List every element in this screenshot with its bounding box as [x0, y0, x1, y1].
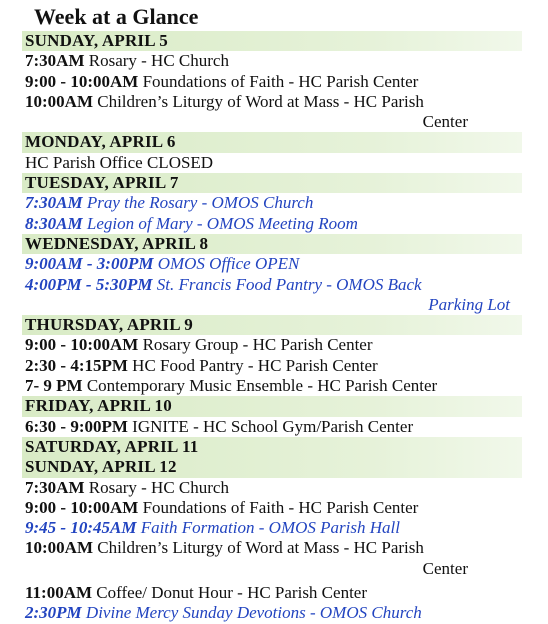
event-time: 2:30 - 4:15PM [25, 355, 128, 375]
event-text: Foundations of Faith - HC Parish Center [138, 497, 419, 517]
event-text: Faith Formation - OMOS Parish Hall [136, 518, 400, 538]
event-time: 7- 9 PM [25, 376, 83, 396]
event-row [22, 376, 522, 396]
event-row [22, 583, 522, 603]
event-time: 7:30AM [25, 51, 85, 71]
event-time: 9:00AM - 3:00PM [25, 254, 154, 274]
event-time: 7:30AM [25, 193, 83, 213]
event-row [22, 335, 522, 355]
event-row [22, 92, 522, 112]
event-continuation: Center [422, 558, 468, 578]
event-time: 2:30PM [25, 603, 82, 623]
event-text: Rosary - HC Church [84, 51, 229, 71]
event-time: 6:30 - 9:00PM [25, 416, 128, 436]
event-text: Coffee/ Donut Hour - HC Parish Center [92, 583, 367, 603]
day-header: SUNDAY, APRIL 12 [22, 457, 522, 477]
day-header: MONDAY, APRIL 6 [22, 132, 522, 152]
event-row [22, 153, 522, 173]
event-text: Divine Mercy Sunday Devotions - OMOS Church [81, 603, 422, 623]
day-header: WEDNESDAY, APRIL 8 [22, 234, 522, 254]
schedule-list [22, 31, 522, 624]
event-time: 9:00 - 10:00AM [25, 71, 139, 91]
event-row [22, 275, 522, 295]
day-header: THURSDAY, APRIL 9 [22, 315, 522, 335]
event-row [22, 417, 522, 437]
event-time: 9:45 - 10:45AM [25, 518, 137, 538]
event-text: OMOS Office OPEN [153, 254, 300, 274]
event-time: 8:30AM [25, 213, 83, 233]
event-time: 7:30AM [25, 477, 85, 497]
day-header: SATURDAY, APRIL 11 [22, 437, 522, 457]
event-row [22, 72, 522, 92]
event-row [22, 51, 522, 71]
event-continuation: Parking Lot [428, 294, 510, 314]
event-text: Foundations of Faith - HC Parish Center [138, 71, 419, 91]
day-header: TUESDAY, APRIL 7 [22, 173, 522, 193]
event-time: 11:00AM [25, 583, 93, 603]
event-row [22, 603, 522, 623]
event-time: 9:00 - 10:00AM [25, 335, 139, 355]
event-time: 10:00AM [25, 538, 93, 558]
event-text: IGNITE - HC School Gym/Parish Center [127, 416, 414, 436]
event-text: Pray the Rosary - OMOS Church [82, 193, 314, 213]
page-title: Week at a Glance [34, 4, 199, 29]
event-time: 10:00AM [25, 91, 93, 111]
event-row [22, 193, 522, 213]
event-text: St. Francis Food Pantry - OMOS Back [152, 274, 422, 294]
event-text: HC Food Pantry - HC Parish Center [127, 355, 378, 375]
event-row [22, 254, 522, 274]
event-text: Contemporary Music Ensemble - HC Parish Center [82, 376, 438, 396]
event-text: Children’s Liturgy of Word at Mass - HC Parish [92, 538, 424, 558]
event-row [22, 538, 522, 558]
event-text: Rosary Group - HC Parish Center [138, 335, 373, 355]
event-text: Children’s Liturgy of Word at Mass - HC Parish [92, 91, 424, 111]
event-text: Legion of Mary - OMOS Meeting Room [82, 213, 358, 233]
event-row [22, 518, 522, 538]
event-row [22, 478, 522, 498]
event-row [22, 356, 522, 376]
event-row [22, 498, 522, 518]
event-text: HC Parish Office CLOSED [25, 152, 214, 172]
event-text: Rosary - HC Church [84, 477, 229, 497]
day-header: SUNDAY, APRIL 5 [22, 31, 522, 51]
event-time: 4:00PM - 5:30PM [25, 274, 153, 294]
day-header: FRIDAY, APRIL 10 [22, 396, 522, 416]
event-time: 9:00 - 10:00AM [25, 497, 139, 517]
event-continuation: Center [422, 112, 468, 132]
event-row [22, 214, 522, 234]
